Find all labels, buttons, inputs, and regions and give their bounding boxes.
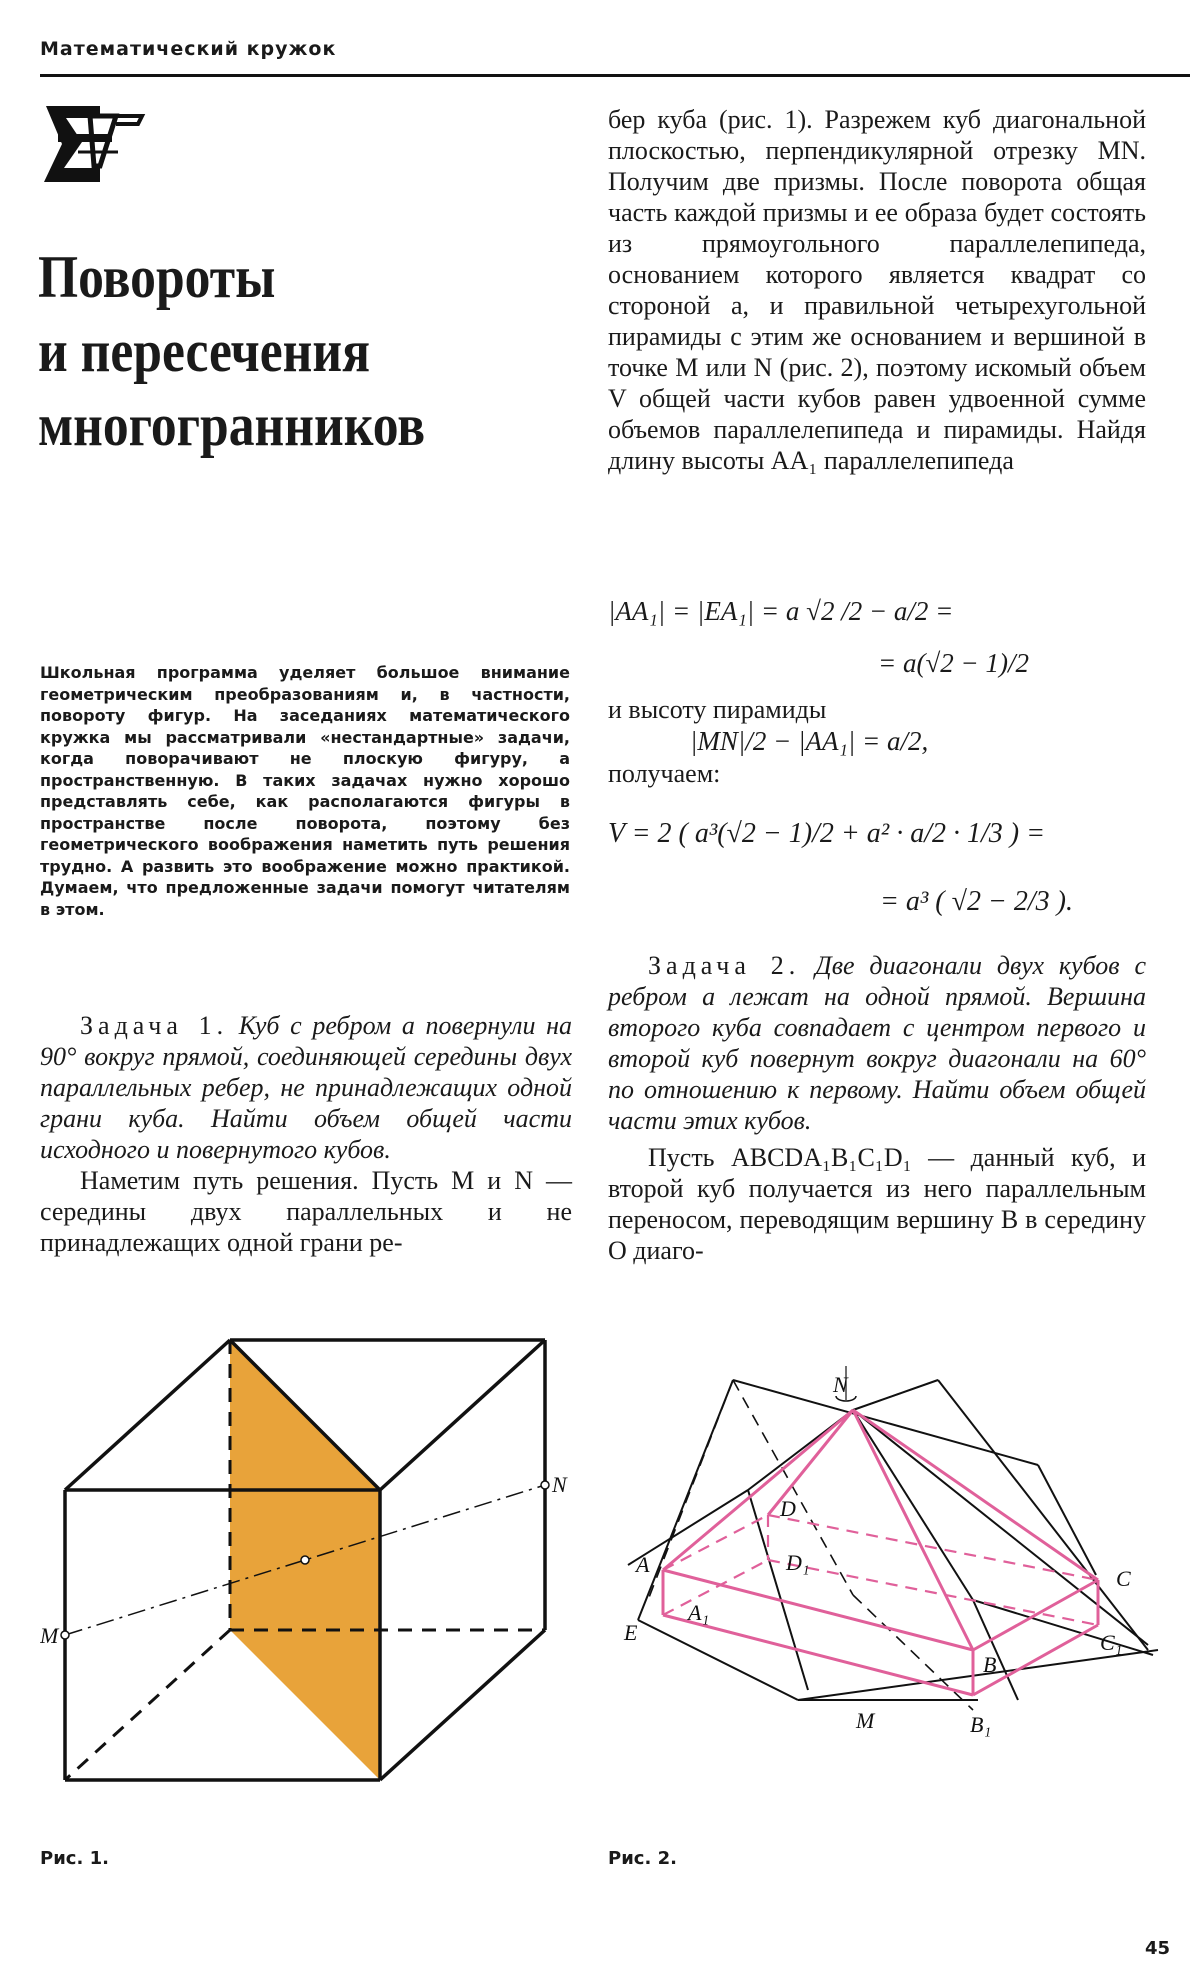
fig1-label-M: M — [40, 1623, 59, 1648]
right-column-text — [608, 104, 1146, 476]
problem2-statement: Две диагонали двух кубов с ребром a лежат на одной прямой. Вершина второго куба совпадает с центром первого и второй куб повернут вокруг диагонали на 60° по отношению к первому. Найти объем общей части этих кубов. — [608, 951, 1146, 1135]
fig2-label-A1: A₁ — [688, 1600, 710, 1625]
fig2-label-C1: C₁ — [1100, 1630, 1123, 1655]
figure-1-caption: Рис. 1. — [40, 1848, 109, 1869]
page-number: 45 — [1144, 1938, 1170, 1959]
problem1-label: Задача 1. — [80, 1011, 229, 1040]
formula-obtain: получаем: — [608, 759, 721, 788]
article-title — [38, 240, 434, 462]
title-line-3: многогранников — [38, 392, 426, 458]
figure-2 — [608, 1360, 1168, 1810]
fig2-label-N: N — [833, 1372, 848, 1397]
problem2-solution-start: Пусть ABCDA₁B₁C₁D₁ — данный куб, и второй куб получается из него параллельным переносом, переводящим вершину B в середину O диаго- — [608, 1143, 1146, 1265]
fig2-label-B: B — [983, 1652, 997, 1677]
problem2-label: Задача 2. — [648, 951, 801, 980]
fig2-label-D1: D₁ — [786, 1550, 810, 1575]
fig2-label-D: D — [780, 1496, 796, 1521]
fig2-label-C: C — [1116, 1566, 1131, 1591]
title-line-2: и пересечения — [38, 318, 371, 384]
problem1-block — [40, 1010, 572, 1258]
magazine-logo — [38, 98, 148, 198]
fig1-label-N: N — [552, 1472, 567, 1497]
right-text: бер куба (рис. 1). Разрежем куб диагональной плоскостью, перпендикулярной отрезку MN. Получим две призмы. После поворота общая часть каждой призмы и ее образа будет состоять из прямоугольного параллелепипеда, основанием которого является квадрат со стороной a, и правильной четырехугольной пирамиды с этим же основанием и вершиной в точке M или N (рис. 2), поэтому искомый объем V общей части кубов равен удвоенной сумме объемов параллелепипеда и пирамиды. Найдя длину высоты AA₁ параллелепипеда — [608, 105, 1146, 475]
intro-text: Школьная программа уделяет большое внимание геометрическим преобразованиям и, в частности, повороту фигур. На заседаниях математического кружка мы рассматривали «нестандартные» задачи, когда поворачивают не плоскую фигуру, а пространственную. В таких задачах нужно хорошо представлять себе, как располагаются фигуры в пространстве после поворота, поэтому без геометрического воображения наметить путь решения трудно. А развить это воображение можно практикой. Думаем, что предложенные задачи помогут читателям в этом. — [40, 663, 570, 919]
fig2-label-B1: B₁ — [970, 1712, 992, 1737]
formula-1a: |AA₁| = |EA₁| = a √2 /2 − a/2 = — [608, 596, 954, 626]
formula-3b: = a³ ( √2 − 2/3 ). — [880, 886, 1073, 917]
formula-2: |MN|/2 − |AA₁| = a/2, — [690, 726, 929, 756]
title-line-1: Повороты — [38, 244, 276, 310]
formula-1b: = a(√2 − 1)/2 — [878, 648, 1029, 678]
header-rule — [40, 74, 1190, 77]
fig2-label-A: A — [636, 1552, 650, 1577]
formula-and-height: и высоту пирамиды — [608, 695, 827, 724]
problem1-statement: Куб с ребром a повернули на 90° вокруг прямой, соединяющей середины двух параллельных ребер, не принадлежащих одной грани куба. Найти объем общей части исходного и повернутого кубов. — [40, 1011, 572, 1164]
problem1-solution-start: Наметим путь решения. Пусть M и N — середины двух параллельных и не принадлежащих одной грани ре- — [40, 1166, 572, 1257]
section-header: Математический кружок — [40, 38, 337, 60]
fig2-label-M: M — [856, 1708, 875, 1733]
intro-paragraph — [40, 662, 570, 920]
fig2-label-E: E — [624, 1620, 638, 1645]
figure-1 — [40, 1320, 580, 1790]
problem2-block — [608, 950, 1146, 1266]
formula-3a: V = 2 ( a³(√2 − 1)/2 + a² · a/2 · 1/3 ) = — [608, 818, 1045, 849]
figure-2-caption: Рис. 2. — [608, 1848, 677, 1869]
